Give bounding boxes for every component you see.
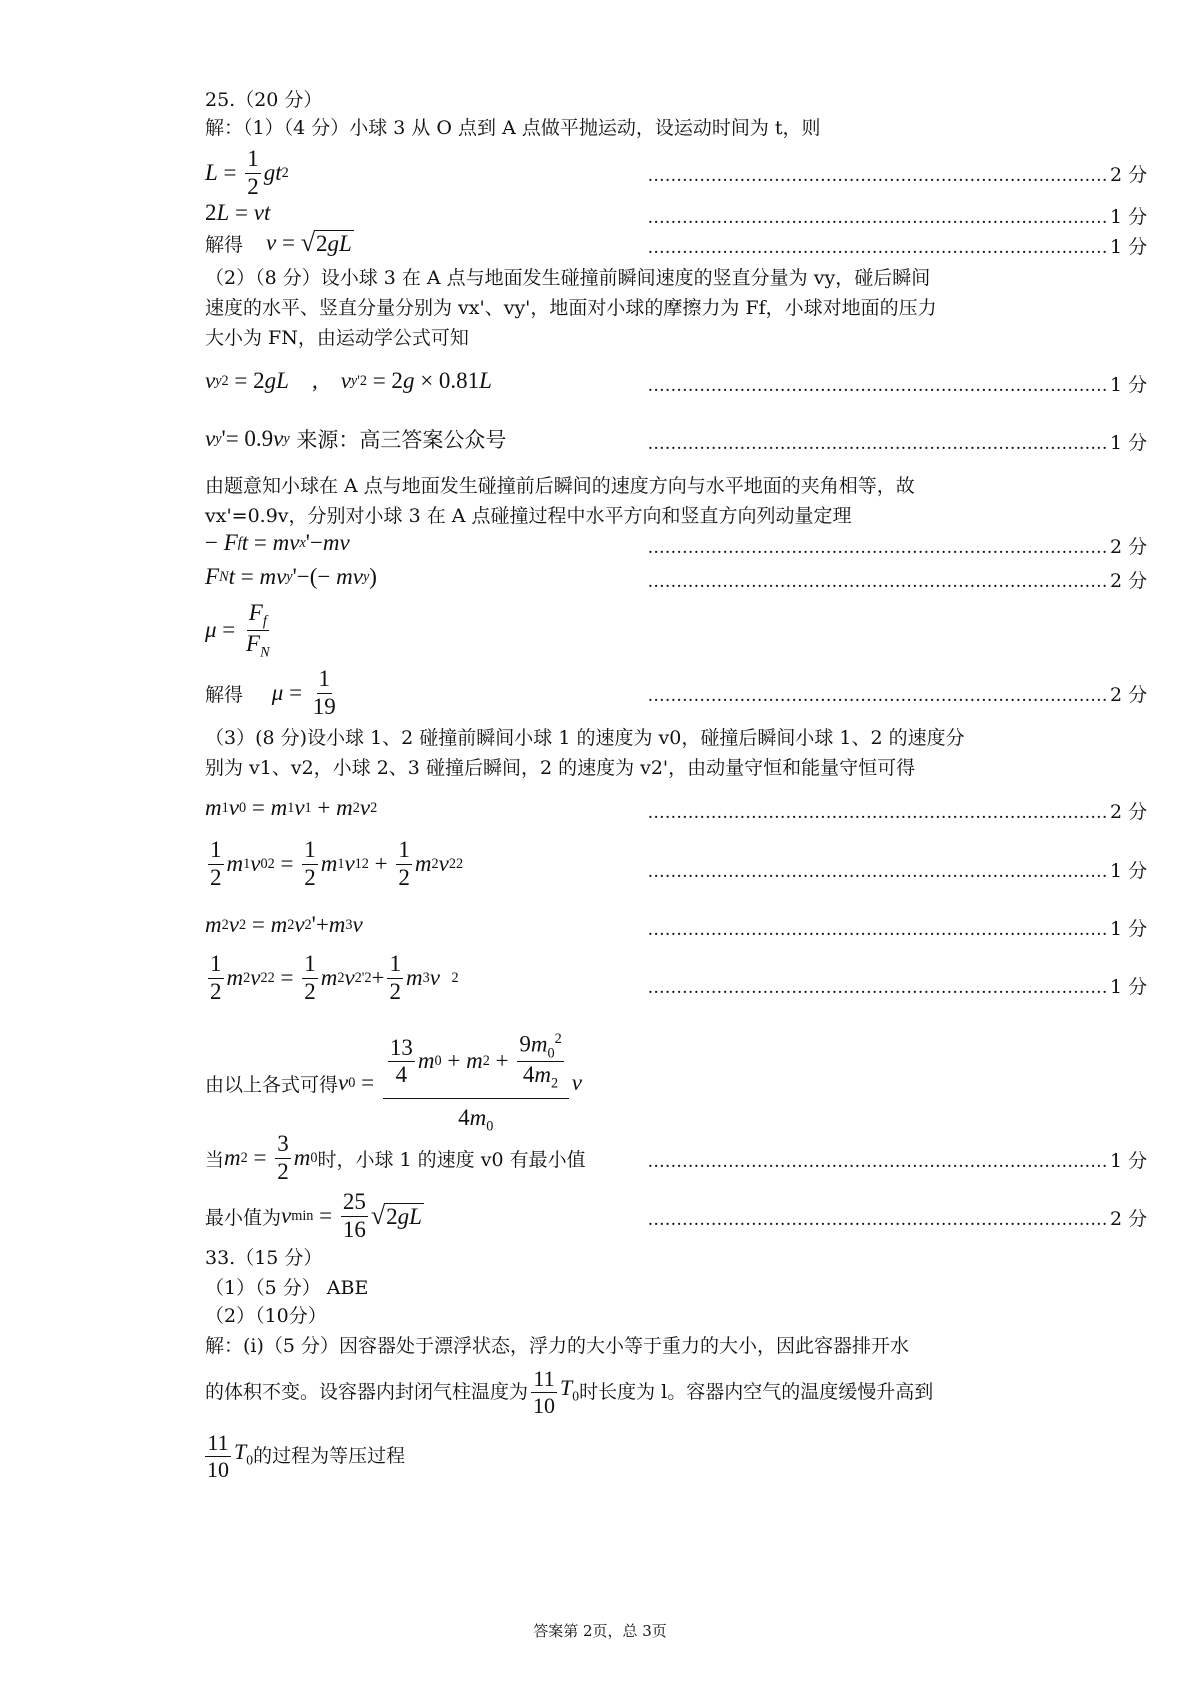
q33-part2: （2）（10分） [205,1305,327,1327]
eq-energy-12: $\frac{1}{2}$ m 1 v 0 2 = $\frac{1}{2}$ m 1 v 1 2 + $\frac{1}{2}$ m 2 v 2 2 [210,837,464,890]
source-note: 来源：高三答案公众号 [296,428,507,452]
score-line: ................................................................................ 1 分 [648,374,1148,396]
q33-part1: （1）（5 分） ABE [205,1277,369,1299]
score-line: ................................................................................ 1 分 [648,918,1148,940]
part2-intro-3: 大小为 FN，由运动学公式可知 [205,327,469,349]
eq-vy-squared: v y 2 = 2 gL , v y '2 = 2 g × 0.81 L [205,368,492,393]
eq-friction-impulse: − F f t = mv x '− mv [205,530,350,555]
part3-intro-2: 别为 v1、v2，小球 2、3 碰撞后瞬间，2 的速度为 v2'，由动量守恒和能量守恒可得 [205,757,916,779]
score-line: ................................................................................ 2 分 [648,164,1148,186]
score-line: ................................................................................ 1 分 [648,860,1148,882]
score-line: ................................................................................ 1 分 [648,236,1148,258]
eq-mu-result: 解得 μ = $\frac{1}{19}$ [205,666,336,719]
page-footer: 答案第 2页，总 3页 [533,1622,667,1640]
score-line: ................................................................................ 2 分 [648,570,1148,592]
eq-mu-def: μ = $\frac{F_f}{F_N}$ [205,599,270,661]
eq-l-half-gt2: L = $\frac{1}{2}$ gt 2 [205,146,289,199]
eq-v0-expression: 由以上各式可得 v 0 = $\frac{13}{4}$ m 0 + m 2 + $\frac{9m_0^2}{4m_2}$ $4m_0$ v [205,1030,582,1135]
eq-momentum-23: m 2 v 2 = m 2 v 2 '+ m 3 v [205,912,363,937]
eq-m2-condition: 当 m 2 = $\frac{3}{2}$ m 0 时，小球 1 的速度 v0 有最小值 [205,1131,586,1184]
score-line: ................................................................................ 1 分 [648,1150,1148,1172]
eq-momentum-12: m 1 v 0 = m 1 v 1 + m 2 v 2 [205,795,378,820]
eq-energy-23: $\frac{1}{2}$ m 2 v 2 2 = $\frac{1}{2}$ m 2 v 2 '2 + $\frac{1}{2}$ m 3 v 2 [210,951,459,1004]
score-line: ................................................................................ 1 分 [648,206,1148,228]
eq-2l-vt: 2 L = vt [205,200,271,225]
eq-v-sqrt: 解得 v = √ 2gL [205,228,352,257]
q25-header: 25.（20 分） [205,89,323,111]
q33-line2: 的体积不变。设容器内封闭气柱温度为 $\frac{11}{10}$ $T_0$ 时长度为 l。容器内空气的温度缓慢升高到 [205,1366,934,1418]
part2-intro-2: 速度的水平、竖直分量分别为 vx'、vy'，地面对小球的摩擦力为 Ff，小球对地面的压力 [205,297,937,319]
q33-line1: 解：(i)（5 分）因容器处于漂浮状态，浮力的大小等于重力的大小，因此容器排开水 [205,1335,910,1357]
part3-intro-1: （3）(8 分)设小球 1、2 碰撞前瞬间小球 1 的速度为 v0，碰撞后瞬间小球 1、2 的速度分 [205,727,965,749]
score-line: ................................................................................ 1 分 [648,976,1148,998]
eq-normal-impulse: F N t = mv y '−(− mv y ) [205,564,377,589]
score-line: ................................................................................ 1 分 [648,432,1148,454]
part2-mid-2: vx'=0.9v，分别对小球 3 在 A 点碰撞过程中水平方向和竖直方向列动量定理 [205,505,852,527]
eq-vmin: 最小值为 v min = $\frac{25}{16}$ √ 2gL [205,1189,422,1242]
score-line: ................................................................................ 2 分 [648,1208,1148,1230]
eq-vy-prime: v y '= 0.9 v y 来源：高三答案公众号 [205,426,507,452]
q33-line3: $\frac{11}{10}$ $T_0$ 的过程为等压过程 [207,1430,406,1482]
part1-intro: 解：（1）（4 分）小球 3 从 O 点到 A 点做平抛运动，设运动时间为 t，则 [205,117,821,139]
score-line: ................................................................................ 2 分 [648,536,1148,558]
part2-intro-1: （2）（8 分）设小球 3 在 A 点与地面发生碰撞前瞬间速度的竖直分量为 vy，碰后瞬间 [205,267,931,289]
q33-header: 33.（15 分） [205,1247,323,1269]
part2-mid-1: 由题意知小球在 A 点与地面发生碰撞前后瞬间的速度方向与水平地面的夹角相等，故 [205,475,915,497]
score-line: ................................................................................ 2 分 [648,801,1148,823]
score-line: ................................................................................ 2 分 [648,684,1148,706]
